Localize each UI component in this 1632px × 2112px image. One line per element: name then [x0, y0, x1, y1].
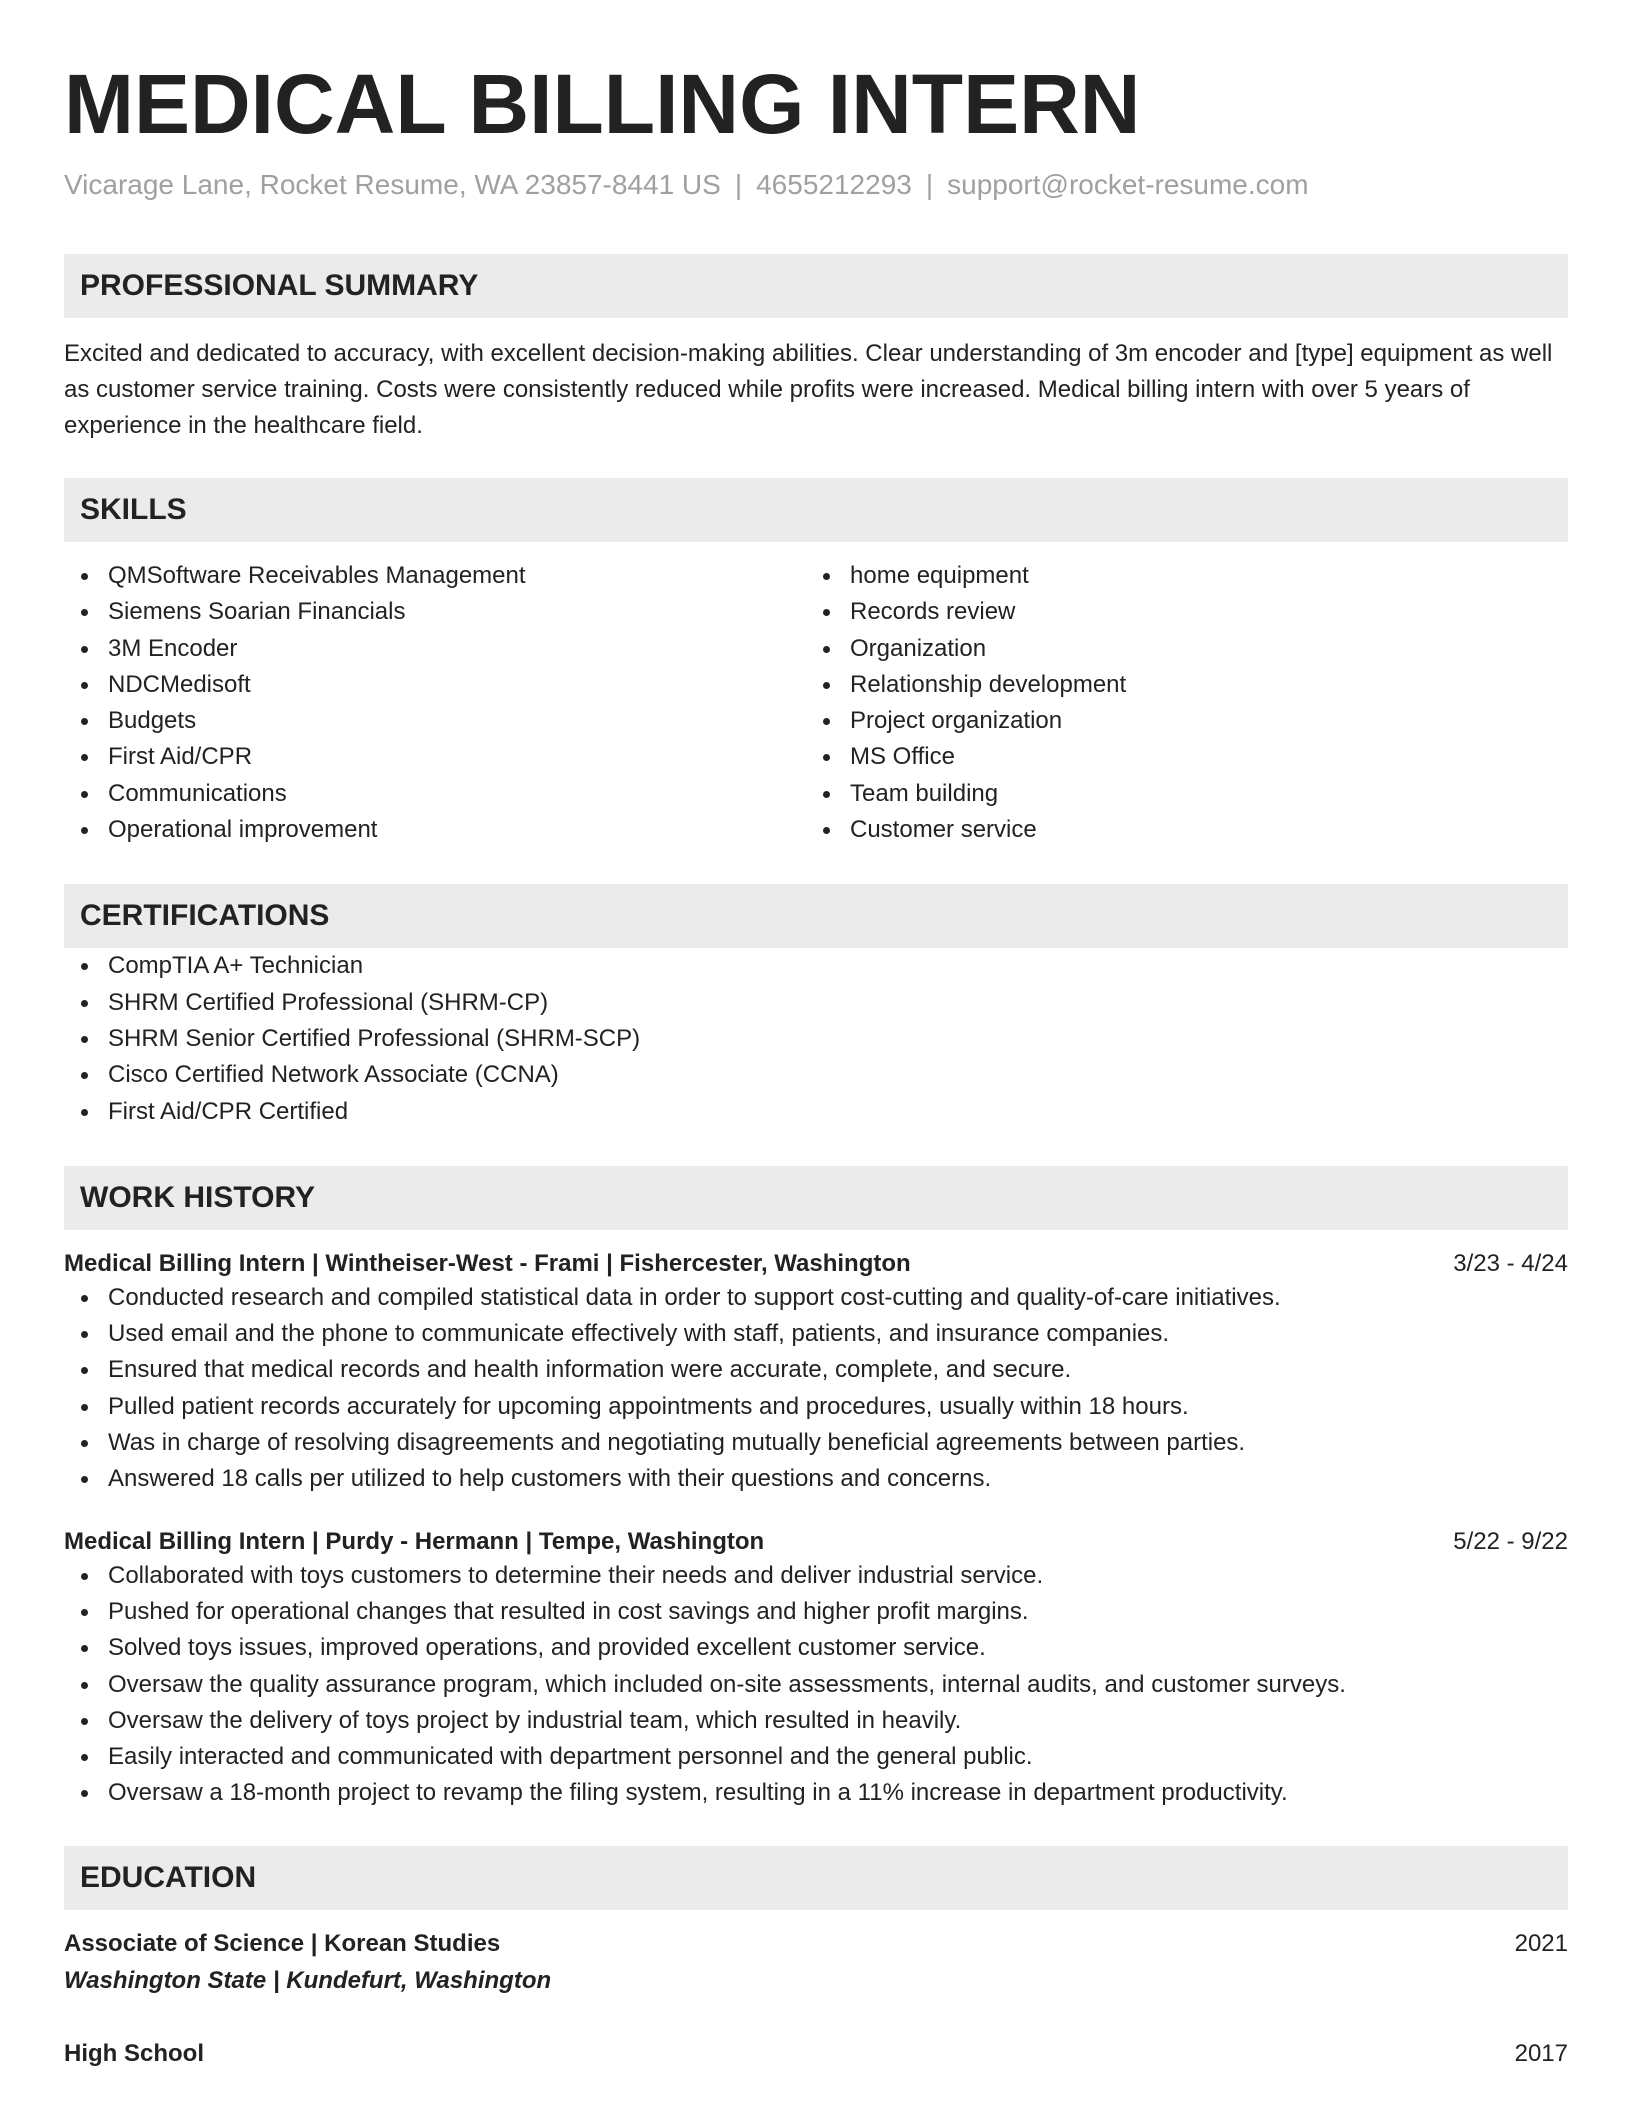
certification-item: SHRM Certified Professional (SHRM-CP): [64, 985, 1568, 1021]
education-year: 2021: [1514, 1929, 1568, 1957]
job-dates: 3/23 - 4/24: [1453, 1249, 1568, 1277]
skill-item: Communications: [64, 776, 806, 812]
certification-item: CompTIA A+ Technician: [64, 948, 1568, 984]
certification-item: Cisco Certified Network Associate (CCNA): [64, 1057, 1568, 1093]
summary-text: Excited and dedicated to accuracy, with excellent decision-making abilities. Clear understanding of 3m encoder and [type] equipment as well as customer service training. Costs were consistently reduced while profits were increased. Medical billing intern with over 5 years of experience in the healthcare field.: [64, 340, 1553, 439]
contact-separator: |: [925, 169, 934, 200]
job-bullet: Was in charge of resolving disagreements and negotiating mutually beneficial agreements between parties.: [64, 1425, 1568, 1461]
skill-item: Organization: [806, 631, 1548, 667]
contact-email: support@rocket-resume.com: [947, 169, 1309, 200]
skill-item: Project organization: [806, 703, 1548, 739]
certification-item: First Aid/CPR Certified: [64, 1094, 1568, 1130]
education-header: [64, 2038, 1568, 2070]
certifications-list: [64, 948, 1568, 1129]
skill-item: Siemens Soarian Financials: [64, 594, 806, 630]
education-school: Washington State | Kundefurt, Washington: [64, 1966, 552, 1994]
skill-item: MS Office: [806, 739, 1548, 775]
skill-item: First Aid/CPR: [64, 739, 806, 775]
job-title: Medical Billing Intern | Wintheiser-West - Frami | Fishercester, Washington: [64, 1249, 911, 1277]
skill-item: Relationship development: [806, 667, 1548, 703]
education-degree: Associate of Science | Korean Studies: [64, 1929, 501, 1957]
job-bullet: Pushed for operational changes that resulted in cost savings and higher profit margins.: [64, 1594, 1568, 1630]
skill-item: 3M Encoder: [64, 631, 806, 667]
skill-item: Budgets: [64, 703, 806, 739]
section-heading-skills: SKILLS: [64, 478, 1568, 542]
section-heading-education: EDUCATION: [64, 1846, 1568, 1910]
contact-line: [64, 168, 1568, 202]
skill-item: Records review: [806, 594, 1548, 630]
job-header: [64, 1248, 1568, 1280]
skill-item: QMSoftware Receivables Management: [64, 558, 806, 594]
job-header: [64, 1526, 1568, 1558]
job-bullet: Easily interacted and communicated with department personnel and the general public.: [64, 1739, 1568, 1775]
education-degree: High School: [64, 2039, 204, 2067]
job-bullet: Pulled patient records accurately for upcoming appointments and procedures, usually within 18 hours.: [64, 1389, 1568, 1425]
skills-list-right: [806, 558, 1548, 848]
job-bullet: Used email and the phone to communicate effectively with staff, patients, and insurance companies.: [64, 1316, 1568, 1352]
job-bullet: Answered 18 calls per utilized to help customers with their questions and concerns.: [64, 1461, 1568, 1497]
job-bullet: Oversaw the delivery of toys project by industrial team, which resulted in heavily.: [64, 1703, 1568, 1739]
contact-separator: |: [734, 169, 743, 200]
skill-item: Team building: [806, 776, 1548, 812]
education-header: [64, 1928, 1568, 1960]
section-heading-certifications: CERTIFICATIONS: [64, 884, 1568, 948]
job-bullet: Conducted research and compiled statistical data in order to support cost-cutting and quality-of-care initiatives.: [64, 1280, 1568, 1316]
candidate-name: MEDICAL BILLING INTERN: [64, 57, 1141, 151]
job-title: Medical Billing Intern | Purdy - Hermann | Tempe, Washington: [64, 1527, 765, 1555]
skills-columns: [64, 558, 1568, 848]
job-bullet: Solved toys issues, improved operations, and provided excellent customer service.: [64, 1630, 1568, 1666]
job-bullets: [64, 1558, 1568, 1812]
job-bullet: Collaborated with toys customers to determine their needs and deliver industrial service.: [64, 1558, 1568, 1594]
job-bullet: Oversaw the quality assurance program, which included on-site assessments, internal audits, and customer surveys.: [64, 1667, 1568, 1703]
skill-item: NDCMedisoft: [64, 667, 806, 703]
skills-list-left: [64, 558, 806, 848]
skill-item: Operational improvement: [64, 812, 806, 848]
contact-phone: 4655212293: [756, 169, 912, 200]
contact-address: Vicarage Lane, Rocket Resume, WA 23857-8441 US: [64, 169, 721, 200]
skill-item: Customer service: [806, 812, 1548, 848]
job-bullet: Oversaw a 18-month project to revamp the filing system, resulting in a 11% increase in department productivity.: [64, 1775, 1568, 1811]
job-bullets: [64, 1280, 1568, 1498]
skill-item: home equipment: [806, 558, 1548, 594]
job-dates: 5/22 - 9/22: [1453, 1527, 1568, 1555]
certification-item: SHRM Senior Certified Professional (SHRM-SCP): [64, 1021, 1568, 1057]
section-heading-summary: PROFESSIONAL SUMMARY: [64, 254, 1568, 318]
section-heading-work-history: WORK HISTORY: [64, 1166, 1568, 1230]
education-year: 2017: [1514, 2039, 1568, 2067]
job-bullet: Ensured that medical records and health information were accurate, complete, and secure.: [64, 1352, 1568, 1388]
